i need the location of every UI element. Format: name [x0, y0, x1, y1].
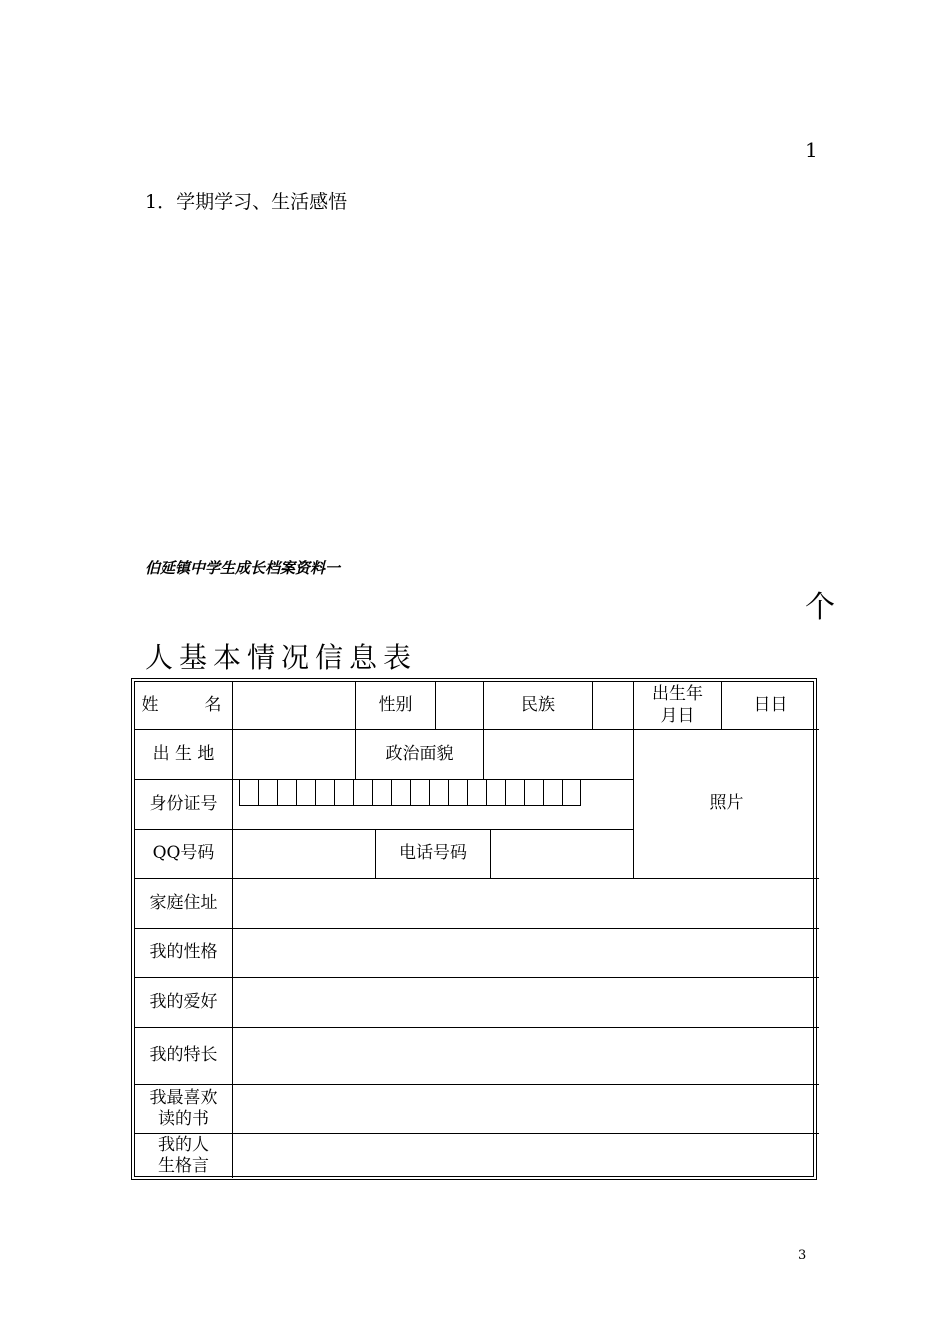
id-digit-box[interactable]: [315, 780, 334, 806]
id-digit-box[interactable]: [258, 780, 277, 806]
id-digit-box[interactable]: [296, 780, 315, 806]
birthplace-field[interactable]: [233, 730, 356, 780]
phone-label: 电话号码: [376, 830, 491, 879]
birthdate-field[interactable]: 日日: [722, 682, 819, 730]
id-digit-box[interactable]: [562, 780, 581, 806]
name-field[interactable]: [233, 682, 356, 730]
id-digit-box[interactable]: [372, 780, 391, 806]
political-label: 政治面貌: [356, 730, 484, 780]
id-digit-box[interactable]: [277, 780, 296, 806]
id-digit-box[interactable]: [391, 780, 410, 806]
id-digit-box[interactable]: [353, 780, 372, 806]
id-digit-box[interactable]: [505, 780, 524, 806]
qq-field[interactable]: [233, 830, 376, 879]
page-number: 3: [798, 1248, 807, 1263]
reflection-heading: 1．学期学习、生活感悟: [145, 191, 348, 213]
info-form: [131, 678, 817, 1180]
photo-area[interactable]: 照片: [634, 730, 819, 879]
motto-label: 我的人生格言: [135, 1134, 233, 1178]
id-digit-box[interactable]: [448, 780, 467, 806]
id-digit-box[interactable]: [467, 780, 486, 806]
ethnicity-label: 民族: [484, 682, 593, 730]
specialty-label: 我的特长: [135, 1028, 233, 1085]
specialty-field[interactable]: [233, 1028, 819, 1085]
qq-label: QQ号码: [135, 830, 233, 879]
book-field[interactable]: [233, 1085, 819, 1134]
address-field[interactable]: [233, 879, 819, 929]
birthplace-label: 出 生 地: [135, 730, 233, 780]
gender-label: 性别: [356, 682, 436, 730]
id-digit-box[interactable]: [524, 780, 543, 806]
ethnicity-field[interactable]: [593, 682, 634, 730]
info-form-grid: [134, 681, 814, 1177]
name-label: 姓 名: [135, 682, 233, 730]
phone-field[interactable]: [491, 830, 634, 879]
birthdate-label: 出生年月日: [634, 682, 722, 730]
address-label: 家庭住址: [135, 879, 233, 929]
id-digit-boxes: [239, 780, 581, 806]
id-digit-box[interactable]: [543, 780, 562, 806]
personality-field[interactable]: [233, 929, 819, 978]
political-field[interactable]: [484, 730, 634, 780]
hobby-field[interactable]: [233, 978, 819, 1028]
archive-subtitle: 伯延镇中学生成长档案资料一: [145, 559, 341, 577]
id-digit-box[interactable]: [429, 780, 448, 806]
personality-label: 我的性格: [135, 929, 233, 978]
id-digit-box[interactable]: [410, 780, 429, 806]
hobby-label: 我的爱好: [135, 978, 233, 1028]
form-title: 人基本情况信息表: [145, 641, 418, 674]
book-label: 我最喜欢读的书: [135, 1085, 233, 1134]
id-digit-box[interactable]: [239, 780, 258, 806]
motto-field[interactable]: [233, 1134, 819, 1178]
gender-field[interactable]: [436, 682, 484, 730]
id-field[interactable]: [233, 780, 634, 830]
id-label: 身份证号: [135, 780, 233, 830]
page-marker: 1: [805, 138, 818, 162]
title-first-char: 个: [805, 590, 835, 625]
id-digit-box[interactable]: [486, 780, 505, 806]
id-digit-box[interactable]: [334, 780, 353, 806]
